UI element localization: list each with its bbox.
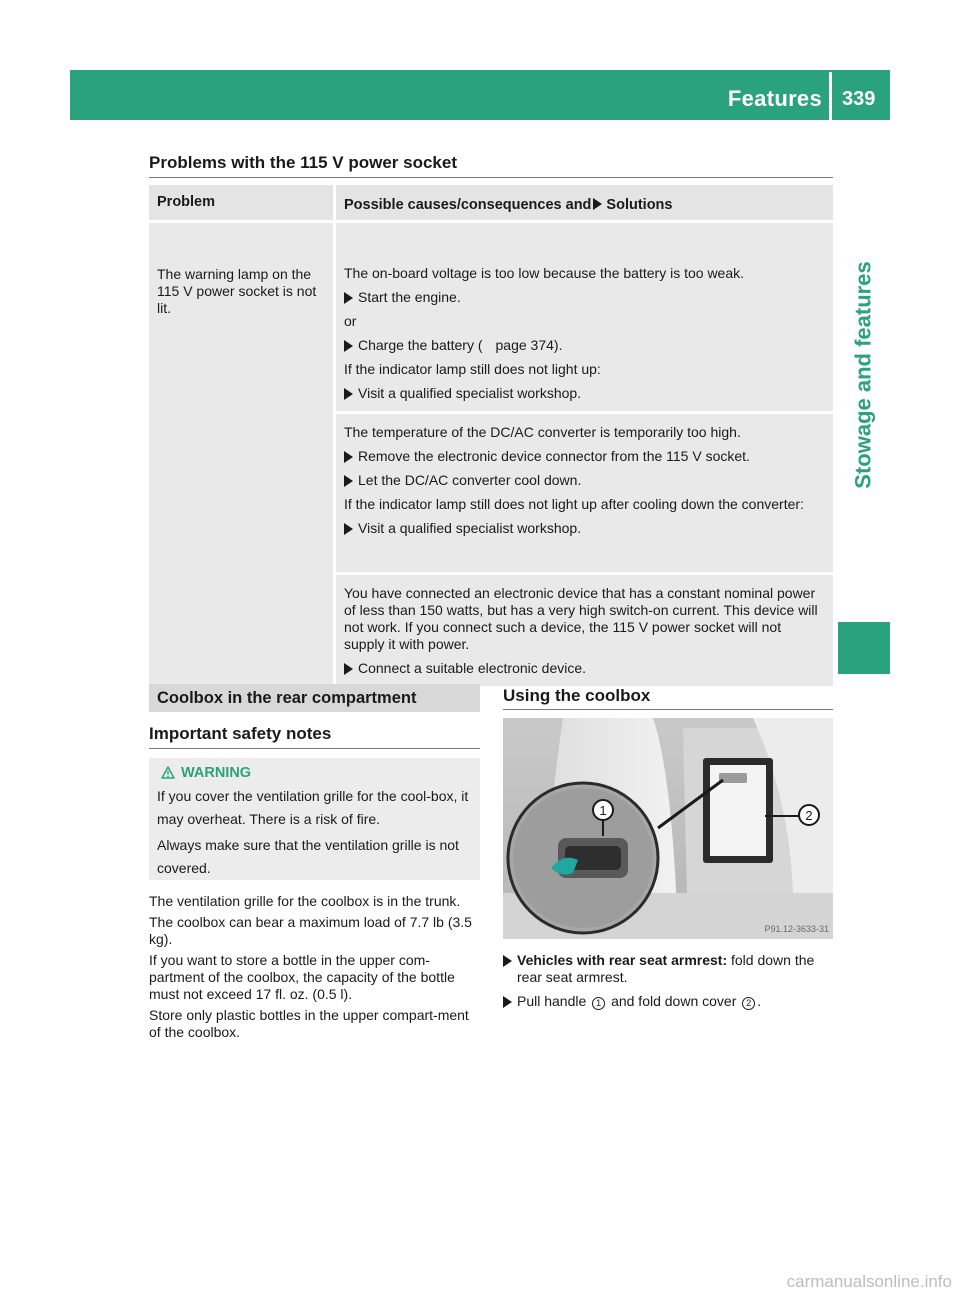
header-divider: [829, 72, 832, 120]
step-text: .: [757, 993, 762, 1009]
solution-cell-2: [336, 414, 833, 572]
heading-rule: [149, 177, 833, 178]
step-text: Start the engine.: [358, 289, 461, 305]
step-bold: Vehicles with rear seat armrest:: [517, 952, 728, 968]
num-circle-2: 2: [742, 997, 755, 1010]
warning-label: WARNING: [181, 765, 252, 781]
or-text: or: [344, 313, 357, 329]
arrow-icon: [593, 198, 602, 210]
step-text: Connect a suitable electronic device.: [358, 660, 587, 676]
page-number: 339: [842, 88, 876, 110]
num-circle-1: 1: [592, 997, 605, 1010]
step-item: [344, 472, 825, 489]
side-tab-label: Stowage and features: [851, 261, 877, 489]
callout-2: 2: [805, 808, 813, 823]
step-text: Let the DC/AC converter cool down.: [358, 472, 582, 488]
warning-text-1: If you cover the ventilation grille for the cool-box, it may overheat. There is a risk of fire.: [157, 788, 469, 827]
cause-text: The on-board voltage is too low because the battery is too weak.: [344, 265, 745, 281]
arrow-icon: [344, 340, 353, 352]
step-text: Remove the electronic device connector from the 115 V socket.: [358, 448, 750, 464]
step-text: Pull handle: [517, 993, 587, 1009]
side-tab: [838, 140, 890, 610]
coolbox-section-title: [149, 684, 480, 712]
problem-table: [149, 185, 833, 686]
warning-triangle-icon: [161, 766, 175, 779]
power-socket-heading: Problems with the 115 V power socket: [149, 153, 457, 172]
paragraph: The ventilation grille for the coolbox is in the trunk.: [149, 893, 461, 909]
step-text: page 374).: [495, 337, 563, 353]
using-heading: Using the coolbox: [503, 686, 651, 705]
cause-text: The temperature of the DC/AC converter is temporarily too high.: [344, 424, 741, 440]
warning-box: [149, 758, 480, 880]
col-problem: Problem: [157, 194, 216, 210]
step-item: [344, 289, 825, 306]
step-item: [344, 520, 825, 537]
photo-code: P91.12-3633-31: [764, 924, 829, 934]
warning-text-2: Always make sure that the ventilation grille is not covered.: [157, 837, 459, 876]
problem-text: The warning lamp on the 115 V power socket is not lit.: [157, 266, 317, 316]
solutions-column: [333, 223, 833, 686]
footer-watermark: carmanualsonline.info: [786, 1272, 952, 1291]
arrow-icon: [344, 475, 353, 487]
arrow-icon: [344, 388, 353, 400]
step-item: [344, 385, 825, 402]
header-title: Features: [727, 86, 822, 111]
using-rule: [503, 709, 833, 710]
solution-cell-1: [336, 223, 833, 411]
callout-1: 1: [599, 803, 607, 818]
step-text: Visit a qualified specialist workshop.: [358, 520, 582, 536]
step-item: [344, 660, 825, 677]
note-text: If the indicator lamp still does not light up:: [344, 361, 601, 377]
arrow-icon: [344, 292, 353, 304]
section-title-text: Coolbox in the rear compartment: [157, 689, 417, 707]
step-item: [344, 337, 825, 354]
side-tab-block: [838, 622, 890, 674]
paragraph: The coolbox can bear a maximum load of 7.7 lb (3.5 kg).: [149, 914, 472, 947]
arrow-icon: [503, 996, 512, 1008]
coolbox-body: [149, 893, 483, 1045]
step-item: [503, 993, 837, 1010]
cause-text: You have connected an electronic device that has a constant nominal power of less than 150 watts, but has a very high switch-on current. This device will not work. If you connect such a device, the 115 V power socket will not supply it with power.: [344, 585, 818, 652]
safety-rule: [149, 748, 480, 749]
arrow-icon: [503, 955, 512, 967]
table-body: [149, 223, 833, 686]
arrow-icon: [344, 663, 353, 675]
page-ref-icon: [485, 341, 492, 351]
step-text: Charge the battery (: [358, 337, 483, 353]
step-item: [344, 448, 825, 465]
using-steps: [503, 952, 837, 1010]
paragraph: If you want to store a bottle in the upper com-partment of the coolbox, the capacity of the bottle must not exceed 17 fl. oz. (0.5 l).: [149, 952, 455, 1002]
col-solutions-post: Solutions: [606, 197, 673, 213]
problem-cell: [149, 223, 333, 686]
col-solutions: [333, 185, 833, 220]
table-header: [149, 185, 833, 223]
step-item: [503, 952, 837, 986]
coolbox-photo: [503, 718, 833, 939]
arrow-icon: [344, 523, 353, 535]
step-text: fold down the rear seat armrest.: [517, 952, 815, 985]
col-solutions-pre: Possible causes/consequences and: [344, 197, 592, 213]
step-text: Visit a qualified specialist workshop.: [358, 385, 582, 401]
safety-heading: Important safety notes: [149, 724, 332, 743]
solution-cell-3: [336, 575, 833, 686]
step-text: and fold down cover: [611, 993, 737, 1009]
arrow-icon: [344, 451, 353, 463]
paragraph: Store only plastic bottles in the upper compart-ment of the coolbox.: [149, 1007, 469, 1040]
note-text: If the indicator lamp still does not light up after cooling down the converter:: [344, 496, 804, 512]
warning-title: [157, 762, 472, 785]
